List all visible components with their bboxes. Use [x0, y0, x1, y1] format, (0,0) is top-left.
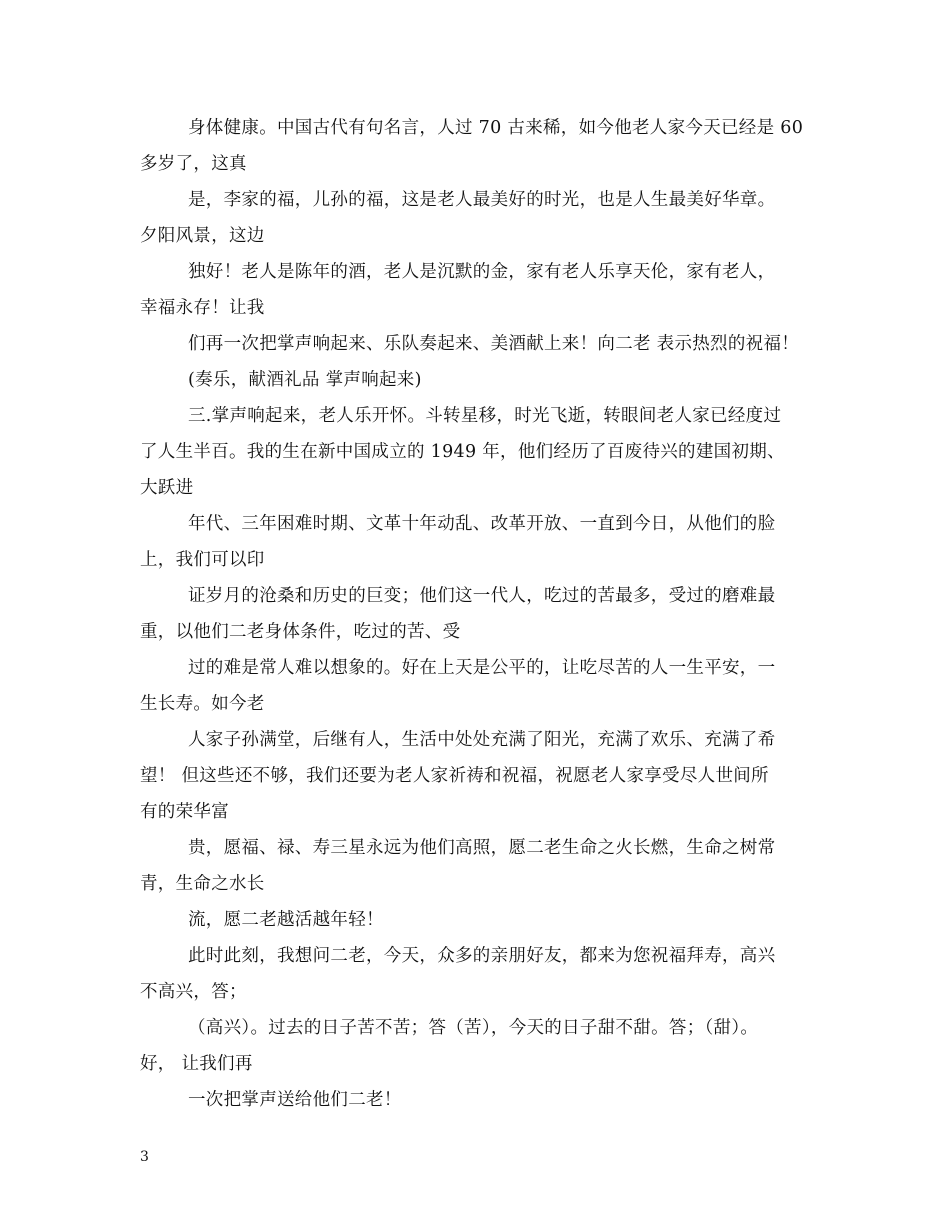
text-line: 幸福永存！让我 [140, 298, 265, 318]
text-line: 了人生半百。我的生在新中国成立的 1949 年，他们经历了百废待兴的建国初期、 [140, 442, 785, 462]
text-line: 青，生命之水长 [140, 874, 265, 894]
text-line: 不高兴，答； [140, 982, 247, 1002]
text-line: 流，愿二老越活越年轻！ [188, 910, 384, 930]
text-line: 有的荣华富 [140, 802, 229, 822]
text-line: 们再一次把掌声响起来、乐队奏起来、美酒献上来！向二老 表示热烈的祝福！ [188, 334, 800, 354]
text-line: 身体健康。中国古代有句名言，人过 70 古来稀，如今他老人家今天已经是 60 [188, 118, 804, 138]
text-line: 人家子孙满堂，后继有人，生活中处处充满了阳光，充满了欢乐、充满了希 [188, 730, 776, 750]
text-line: 夕阳风景，这边 [140, 226, 265, 246]
text-line: （高兴）。过去的日子苦不苦；答（苦），今天的日子甜不甜。答；（甜）。 [188, 1018, 759, 1038]
text-line: 重，以他们二老身体条件，吃过的苦、受 [140, 622, 461, 642]
text-line: 此时此刻，我想问二老，今天，众多的亲朋好友，都来为您祝福拜寿，高兴 [188, 946, 776, 966]
text-line: 一次把掌声送给他们二老！ [188, 1090, 402, 1110]
text-line: 是，李家的福，儿孙的福，这是老人最美好的时光，也是人生最美好华章。 [188, 190, 776, 210]
text-line: 望！ 但这些还不够，我们还要为老人家祈祷和祝福，祝愿老人家享受尽人世间所 [140, 766, 769, 786]
text-line: 过的难是常人难以想象的。好在上天是公平的，让吃尽苦的人一生平安，一 [188, 658, 776, 678]
text-line: (奏乐，献酒礼品 掌声响起来) [188, 370, 422, 390]
text-line: 上，我们可以印 [140, 550, 265, 570]
page-number: 3 [140, 1149, 149, 1165]
text-line: 贵，愿福、禄、寿三星永远为他们高照，愿二老生命之火长燃，生命之树常 [188, 838, 776, 858]
document-body [140, 110, 830, 1118]
text-line: 好， 让我们再 [140, 1054, 253, 1074]
text-line: 证岁月的沧桑和历史的巨变；他们这一代人，吃过的苦最多，受过的磨难最 [188, 586, 776, 606]
text-line: 独好！老人是陈年的酒，老人是沉默的金，家有老人乐享天伦，家有老人， [188, 262, 776, 282]
text-line: 大跃进 [140, 478, 194, 498]
text-line: 年代、三年困难时期、文革十年动乱、改革开放、一直到今日，从他们的脸 [188, 514, 776, 534]
text-line: 多岁了，这真 [140, 154, 247, 174]
text-line: 生长寿。如今老 [140, 694, 265, 714]
text-line: 三.掌声响起来，老人乐开怀。斗转星移，时光飞逝，转眼间老人家已经度过 [188, 406, 782, 426]
